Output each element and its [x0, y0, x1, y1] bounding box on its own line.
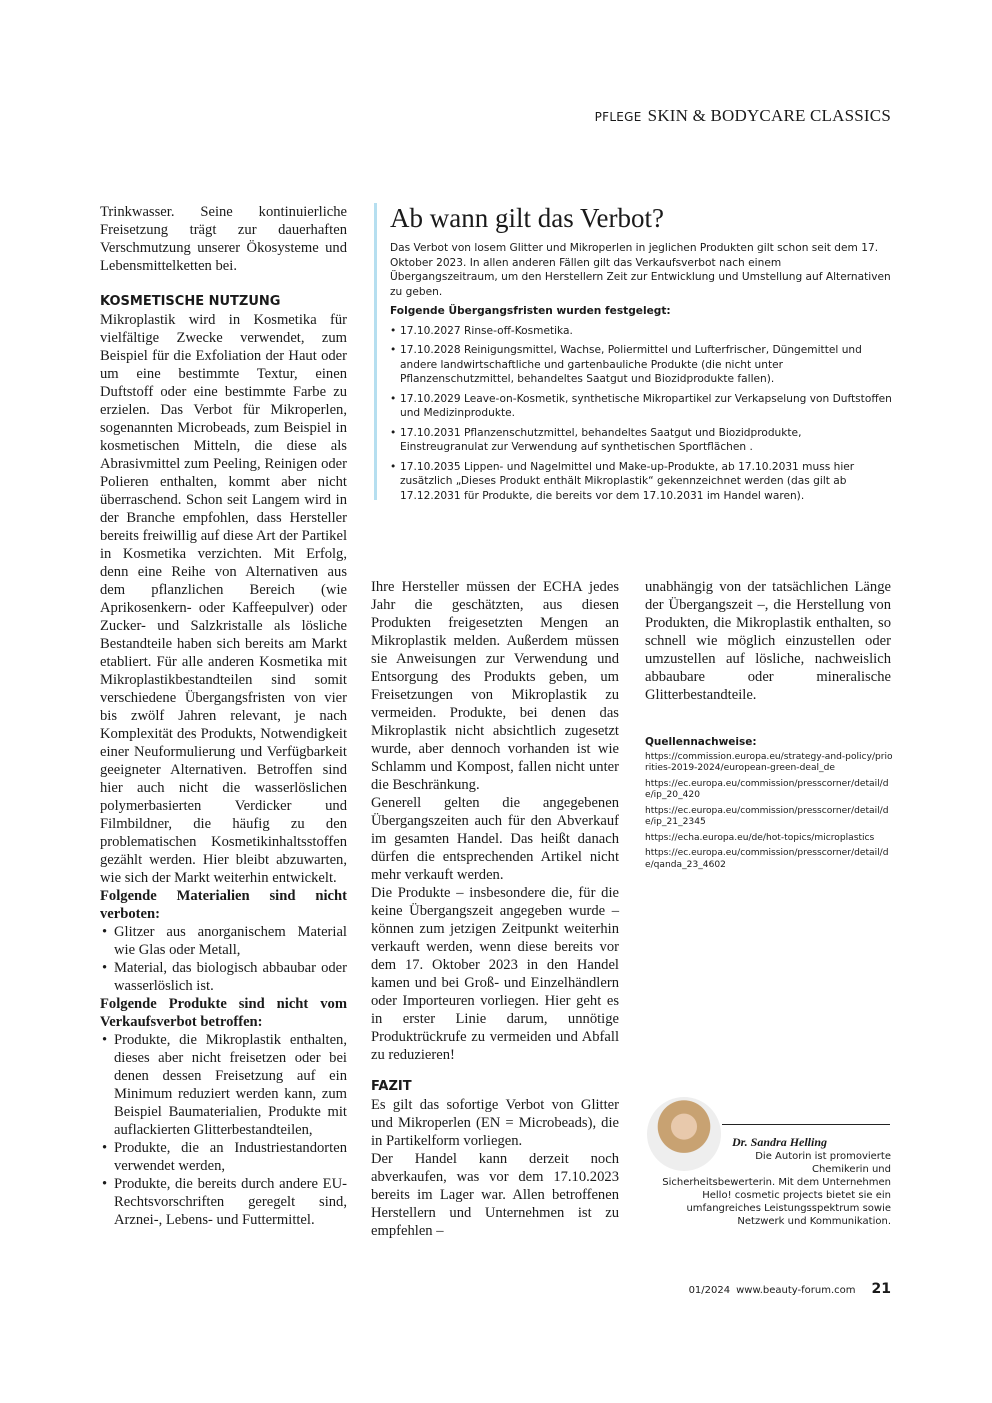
source-link[interactable]: https://ec.europa.eu/commission/presscorner/detail/de/ip_21_2345: [645, 805, 889, 827]
section-title: SKIN & BODYCARE CLASSICS: [647, 106, 891, 125]
author-name: Dr. Sandra Helling: [732, 1135, 828, 1149]
body-paragraph: Der Handel kann derzeit noch abverkaufen, was vor dem 17.10.2023 bereits im Lager war. Allen betroffenen Herstellern und Unternehmen ist zu empfehlen –: [371, 1151, 619, 1239]
box-intro: Das Verbot von losem Glitter und Mikroperlen in jeglichen Produkten gilt schon seit dem 17. Oktober 2023. In allen anderen Fällen gilt das Verkaufsverbot nach einem Übergangszeitraum, um den Herstellern Zeit zur Entwicklung und Umstellung auf Alternativen zu geben.: [390, 242, 891, 298]
section-label: PFLEGE: [594, 110, 642, 124]
body-paragraph: Die Produkte – insbesondere die, für die keine Übergangszeit angegeben wurde – können zum jetzigen Zeitpunkt weiterhin verkauft werden, wenn diese bereits vor dem 17. Oktober 2023 in den Handel kamen und bei Groß- und Einzelhändlern oder Importeuren vorliegen. Hier geht es in erster Linie darum, unnötige Produktrückrufe zu vermeiden und Abfall zu reduzieren!: [371, 885, 619, 1063]
photo-wrap-spacer: [645, 1150, 725, 1176]
author-bio: [645, 1150, 891, 1228]
list-item: • Material, das biologisch abbaubar oder wasserlöslich ist.: [100, 959, 347, 995]
page-number: 21: [871, 1281, 891, 1297]
not-affected-list: [100, 1031, 347, 1229]
body-paragraph: Ihre Hersteller müssen der ECHA jedes Jahr die geschätzten, aus diesen Produkten freigesetzten Mengen an Mikroplastik melden. Außerdem müssen sie Anweisungen zur Verwendung und Entsorgung des Produkts geben, um Freisetzungen von Mikroplastik zu vermeiden. Produkte, bei denen das Mikroplastik nicht absichtlich zugesetzt wurde, aber dennoch vorhanden ist wie Schlamm und Kompost, fallen nicht unter die Beschränkung.: [371, 579, 619, 793]
website-url: www.beauty-forum.com: [736, 1285, 856, 1296]
sources-heading: Quellennachweise:: [645, 736, 757, 748]
source-link[interactable]: https://echa.europa.eu/de/hot-topics/microplastics: [645, 832, 875, 843]
fazit-heading: FAZIT: [371, 1079, 412, 1094]
body-paragraph: Mikroplastik wird in Kosmetika für vielfältige Zwecke verwendet, zum Beispiel für die Exfoliation der Haut oder um eine bestimmte Textur, einen Duftstoff oder eine bestimmte Farbe zu erzielen. Das Verbot für Mikroperlen, sogenannten Microbeads, zum Beispiel in kosmetischen Mitteln, die diese als Abrasivmittel zum Peeling, Reinigen oder Polieren enthalten, kommt aber nicht überraschend. Schon seit Langem wird in der Branche empfohlen, dass Hersteller bereits freiwillig auf diese Art der Partikel in Kosmetika verzichten. Mit Erfolg, denn eine Reihe von Alternativen aus dem pflanzlichen Bereich (wie Aprikosenkern- oder Kaffeepulver) oder Zucker- und Salzkristalle als lösliche Bestandteile haben sich bereits am Markt etabliert. Für alle anderen Kosmetika mit Mikroplastikbestandteilen sind somit verschiedene Übergangsfristen von vier bis zwölf Jahren relevant, je nach Komplexität des Produkts, Notwendigkeit einer Neuformulierung und Verfügbarkeit geeigneter Alternativen. Betroffen sind hier auch nicht die wasserlöslichen polymerbasierten Verdicker und Filmbildner, die häufig zu den problematischen Kosmetikinhaltsstoffen gezählt werden. Hier bleibt abzuwarten, wie sich der Markt weiterhin entwickelt.: [100, 312, 347, 886]
divider: [722, 1124, 890, 1125]
source-link[interactable]: https://commission.europa.eu/strategy-and-policy/priorities-2019-2024/european-green-deal_de: [645, 751, 893, 773]
running-header: [595, 106, 891, 126]
not-banned-list: [100, 923, 347, 995]
box-title: Ab wann gilt das Verbot?: [390, 203, 664, 233]
list-item: • 17.10.2035 Lippen- und Nagelmittel und Make-up-Produkte, ab 17.10.2031 muss hier zusätzlich „Dieses Produkt enthält Mikroplastik“ gekennzeichnet werden (das gilt ab 17.12.2031 für Produkte, die bereits vor dem 17.10.2031 im Handel waren).: [390, 460, 892, 504]
source-link[interactable]: https://ec.europa.eu/commission/presscorner/detail/de/ip_20_420: [645, 778, 889, 800]
list-item: • 17.10.2027 Rinse-off-Kosmetika.: [390, 324, 892, 339]
list-item: • 17.10.2031 Pflanzenschutzmittel, behandeltes Saatgut und Biozidprodukte, Einstreugranulat zur Verwendung auf synthetischen Sportflächen .: [390, 426, 892, 455]
sources-block: [645, 737, 895, 875]
page-footer: [689, 1278, 891, 1297]
list-item: • Produkte, die Mikroplastik enthalten, dieses aber nicht freisetzen oder bei denen dessen Freisetzung auf ein Minimum reduziert werden kann, zum Beispiel Baumaterialien, Produkte mit auflackierten Glitterbestandteilen,: [100, 1031, 347, 1139]
body-paragraph: unabhängig von der tatsächlichen Länge der Übergangszeit –, die Herstellung von Produkten, die Mikroplastik enthalten, so schnell wie möglich einzustellen oder umzustellen auf lösliche, nachweislich abbaubare oder mineralische Glitterbestandteile.: [645, 579, 891, 703]
body-paragraph: Es gilt das sofortige Verbot von Glitter und Mikroperlen (EN = Microbeads), die in Partikelform vorliegen.: [371, 1097, 619, 1149]
source-link[interactable]: https://ec.europa.eu/commission/presscorner/detail/de/qanda_23_4602: [645, 848, 889, 870]
left-column: [100, 203, 347, 1229]
box-lead: Folgende Übergangsfristen wurden festgelegt:: [390, 305, 671, 317]
info-box: [374, 203, 892, 500]
list-item: • Glitzer aus anorganischem Material wie Glas oder Metall,: [100, 923, 347, 959]
not-affected-heading: Folgende Produkte sind nicht vom Verkaufsverbot betroffen:: [100, 996, 347, 1030]
list-item: • 17.10.2029 Leave-on-Kosmetik, synthetische Mikropartikel zur Verkapselung von Duftstoffen und Medizinprodukte.: [390, 392, 892, 421]
list-item: • Produkte, die an Industriestandorten verwendet werden,: [100, 1139, 347, 1175]
middle-column: [371, 578, 619, 1240]
list-item: • 17.10.2028 Reinigungsmittel, Wachse, Poliermittel und Lufterfrischer, Düngemittel und andere landwirtschaftliche und gartenbauliche Produkte (die nicht unter Pflanzenschutzmittel, behandeltes Saatgut und Biozidprodukte fallen).: [390, 343, 892, 387]
not-banned-heading: Folgende Materialien sind nicht verboten:: [100, 888, 347, 922]
deadline-list: [390, 324, 892, 504]
section-heading: KOSMETISCHE NUTZUNG: [100, 294, 281, 309]
intro-paragraph: Trinkwasser. Seine kontinuierliche Freisetzung trägt zur dauerhaften Verschmutzung unserer Ökosysteme und Lebensmittelketten bei.: [100, 204, 347, 274]
right-column: [645, 578, 891, 704]
list-item: • Produkte, die bereits durch andere EU-Rechtsvorschriften geregelt sind, Arznei-, Lebens- und Futtermittel.: [100, 1175, 347, 1229]
issue-number: 01/2024: [688, 1285, 731, 1296]
bio-text: Die Autorin ist promovierte Chemikerin und Sicherheitsbewerterin. Mit dem Unternehmen Hello! cosmetic projects bietet sie ein umfangreiches Leistungsspektrum sowie Netzwerk und Kommunikation.: [662, 1151, 891, 1227]
body-paragraph: Generell gelten die angegebenen Übergangszeiten auch für den Abverkauf im gesamten Handel. Das heißt danach dürfen die entsprechenden Artikel nicht mehr verkauft werden.: [371, 795, 619, 883]
